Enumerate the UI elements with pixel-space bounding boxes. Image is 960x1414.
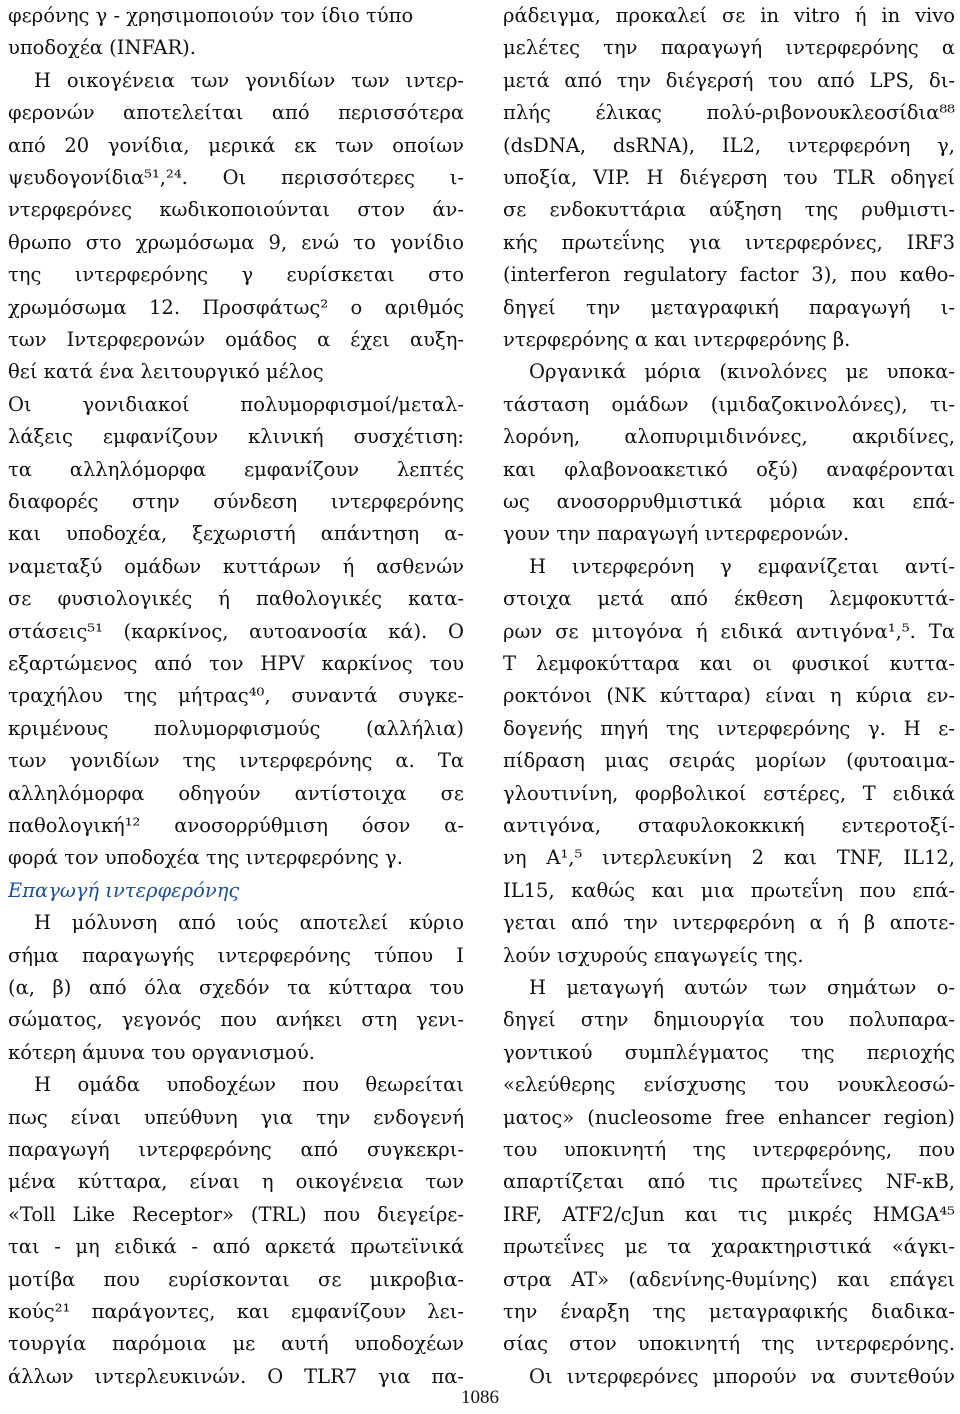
text-line: χρωμόσωμα 12. Προσφάτως² ο αριθμός [8, 295, 464, 319]
text-line: Οργανικά μόρια (κινολόνες με υποκα- [529, 360, 955, 384]
text-line: του υποκινητή της ιντερφερόνης, που [503, 1138, 955, 1161]
text-line: στάσεις⁵¹ (καρκίνος, αυτοανοσία κά). Ο [8, 619, 464, 643]
text-line: στοιχα μετά από έκθεση λεμφοκυττά- [503, 587, 955, 611]
text-line: IL15, καθώς και μια πρωτεΐνη που επά- [503, 878, 955, 902]
text-line: δηγεί στην δημιουργία του πολυπαρα- [503, 1008, 955, 1032]
text-line: σώματος, γεγονός που ανήκει στη γενι- [8, 1008, 464, 1032]
text-line: θρωπο στο χρωμόσωμα 9, ενώ το γονίδιο [8, 230, 464, 254]
text-line: παραγωγή ιντερφερόνης από συγκεκρι- [8, 1138, 464, 1161]
text-line: μοτίβα που ευρίσκονται σε μικροβια- [8, 1267, 464, 1291]
text-line: (α, β) από όλα σχεδόν τα κύτταρα του [8, 976, 464, 999]
text-line: δογενής πηγή της ιντερφερόνης γ. Η ε- [503, 716, 955, 740]
text-line: Η ομάδα υποδοχέων που θεωρείται [34, 1073, 464, 1097]
text-line: Τ λεμφοκύτταρα και οι φυσικοί κυττα- [503, 652, 955, 675]
text-line: ροκτόνοι (NK κύτταρα) είναι η κύρια εν- [503, 684, 955, 708]
text-line: Οι γονιδιακοί πολυμορφισμοί/μεταλ- [8, 392, 464, 416]
text-line: λάξεις εμφανίζουν κλινική συσχέτιση: [8, 425, 464, 449]
text-line: σε ενδοκυττάρια αύξηση της ρυθμιστι- [503, 198, 955, 222]
page-number: 1086 [461, 1387, 499, 1408]
text-line: σήμα παραγωγής ιντερφερόνης τύπου Ι [8, 943, 464, 967]
text-line: απαρτίζεται από τις πρωτεΐνες NF-κB, [503, 1170, 955, 1194]
text-line: ψευδογονίδια⁵¹,²⁴. Οι περισσότερες ι- [8, 166, 464, 189]
text-line: τα αλληλόμορφα εμφανίζουν λεπτές [8, 457, 464, 481]
text-line: και υποδοχέα, ξεχωριστή απάντηση α- [8, 522, 464, 546]
text-line: πίδραση μιας σειράς μορίων (φυτοαιμα- [503, 749, 955, 773]
text-line: (dsDNA, dsRNA), IL2, ιντερφερόνη γ, [503, 133, 955, 157]
text-line: Η μεταγωγή αυτών των σημάτων ο- [529, 976, 955, 999]
text-line: «Toll Like Receptor» (TRL) που διεγείρε- [8, 1202, 464, 1226]
text-line: IRF, ATF2/cJun και τις μικρές HMGA⁴⁵ [503, 1202, 955, 1226]
text-line: αντιγόνα, σταφυλοκοκκική εντεροτοξί- [503, 814, 955, 837]
text-line: την έναρξη της μεταγραφικής διαδικα- [503, 1300, 955, 1323]
text-line: πλής έλικας πολύ-ριβονουκλεοσίδια⁸⁸ [503, 101, 955, 125]
text-line: ρων σε μιτογόνα ή ειδικά αντιγόνα¹,⁵. Τα [503, 619, 955, 643]
text-line: της ιντερφερόνης γ ευρίσκεται στο [8, 263, 464, 287]
text-line: των γονιδίων της ιντερφερόνης α. Τα [8, 749, 464, 773]
text-line: λούν ισχυρούς επαγωγείς της. [503, 943, 804, 967]
text-line: θεί κατά ένα λειτουργικό μέλος [8, 360, 324, 384]
text-line: φερονών αποτελείται από περισσότερα [8, 101, 464, 125]
section-heading: Επαγωγή ιντερφερόνης [8, 878, 240, 902]
text-line: πρωτεΐνες με τα χαρακτηριστικά «άγκι- [503, 1235, 955, 1259]
text-line: τουργία παρόμοια με αυτή υποδοχέων [8, 1332, 464, 1356]
text-line: ματος» (nucleosome free enhancer region) [503, 1105, 955, 1129]
text-line: παθολογική¹² ανοσορρύθμιση όσον α- [8, 814, 464, 837]
text-line: υποδοχέα (INFAR). [8, 36, 196, 60]
text-line: αλληλόμορφα οδηγούν αντίστοιχα σε [8, 781, 464, 805]
text-line: γουν την παραγωγή ιντερφερονών. [503, 522, 850, 546]
text-line: φερόνης γ - χρησιμοποιούν τον ίδιο τύπο [8, 4, 414, 27]
text-line: άλλων ιντερλευκινών. Ο TLR7 για πα- [8, 1364, 464, 1388]
text-line: διαφορές στην σύνδεση ιντερφερόνης [8, 490, 464, 513]
text-line: τραχήλου της μήτρας⁴⁰, συναντά συγκε- [8, 684, 464, 708]
text-line: γοντικού συμπλέγματος της περιοχής [503, 1040, 955, 1064]
text-line: Η οικογένεια των γονιδίων των ιντερ- [34, 68, 464, 92]
text-line: ράδειγμα, προκαλεί σε in vitro ή in vivo [503, 4, 955, 27]
text-line: κούς²¹ παράγοντες, και εμφανίζουν λει- [8, 1300, 464, 1323]
text-line: Η μόλυνση από ιούς αποτελεί κύριο [34, 911, 464, 935]
text-line: μετά από την διέγερσή του από LPS, δι- [503, 68, 955, 92]
text-line: δηγεί την μεταγραφική παραγωγή ι- [503, 295, 955, 319]
text-line: ται - μη ειδικά - από αρκετά πρωτεϊνικά [8, 1235, 464, 1259]
text-line: των Ιντερφερονών ομάδος α έχει αυξη- [8, 328, 464, 351]
text-line: εξαρτώμενος από τον HPV καρκίνος του [8, 652, 464, 675]
text-line: υποξία, VIP. Η διέγερση του TLR οδηγεί [503, 166, 955, 189]
text-line: Οι ιντερφερόνες μπορούν να συντεθούν [529, 1364, 955, 1388]
text-line: «ελεύθερης ενίσχυσης του νουκλεοσώ- [503, 1073, 955, 1097]
text-line: σίας στον υποκινητή της ιντερφερόνης. [503, 1332, 955, 1356]
text-line: νη Α¹,⁵ ιντερλευκίνη 2 και TNF, IL12, [503, 846, 955, 870]
text-line: γεται από την ιντερφερόνη α ή β αποτε- [503, 911, 955, 935]
text-line: κριμένους πολυμορφισμούς (αλλήλια) [8, 716, 464, 740]
text-line: ντερφερόνης α και ιντερφερόνης β. [503, 328, 851, 351]
text-line: από 20 γονίδια, μερικά εκ των οποίων [8, 133, 464, 157]
text-line: στρα AT» (αδενίνης-θυμίνης) και επάγει [503, 1267, 955, 1291]
text-line: μένα κύτταρα, είναι η οικογένεια των [8, 1170, 464, 1194]
text-line: φορά τον υποδοχέα της ιντερφερόνης γ. [8, 846, 403, 870]
text-line: λορόνη, αλοπυριμιδινόνες, ακριδίνες, [503, 425, 955, 449]
text-line: Η ιντερφερόνη γ εμφανίζεται αντί- [529, 554, 955, 578]
text-line: κής πρωτεΐνης για ιντερφερόνες, IRF3 [503, 230, 955, 254]
text-line: ντερφερόνες κωδικοποιούνται στον άν- [8, 198, 464, 222]
text-line: (interferon regulatory factor 3), που καθο- [503, 263, 955, 287]
text-line: κότερη άμυνα του οργανισμού. [8, 1040, 315, 1064]
text-line: γλουτινίνη, φορβολικοί εστέρες, Τ ειδικά [503, 781, 955, 805]
text-line: μελέτες την παραγωγή ιντερφερόνης α [503, 36, 955, 60]
text-line: ναμεταξύ ομάδων κυττάρων ή ασθενών [8, 554, 464, 578]
text-line: σε φυσιολογικές ή παθολογικές κατα- [8, 587, 464, 611]
text-line: και φλαβονοακετικό οξύ) αναφέρονται [503, 457, 955, 481]
text-line: ως ανοσορρυθμιστικά μόρια και επά- [503, 490, 955, 513]
text-line: τάσταση ομάδων (ιμιδαζοκινολόνες), τι- [503, 392, 955, 416]
text-line: πως είναι υπεύθυνη για την ενδογενή [8, 1105, 464, 1129]
